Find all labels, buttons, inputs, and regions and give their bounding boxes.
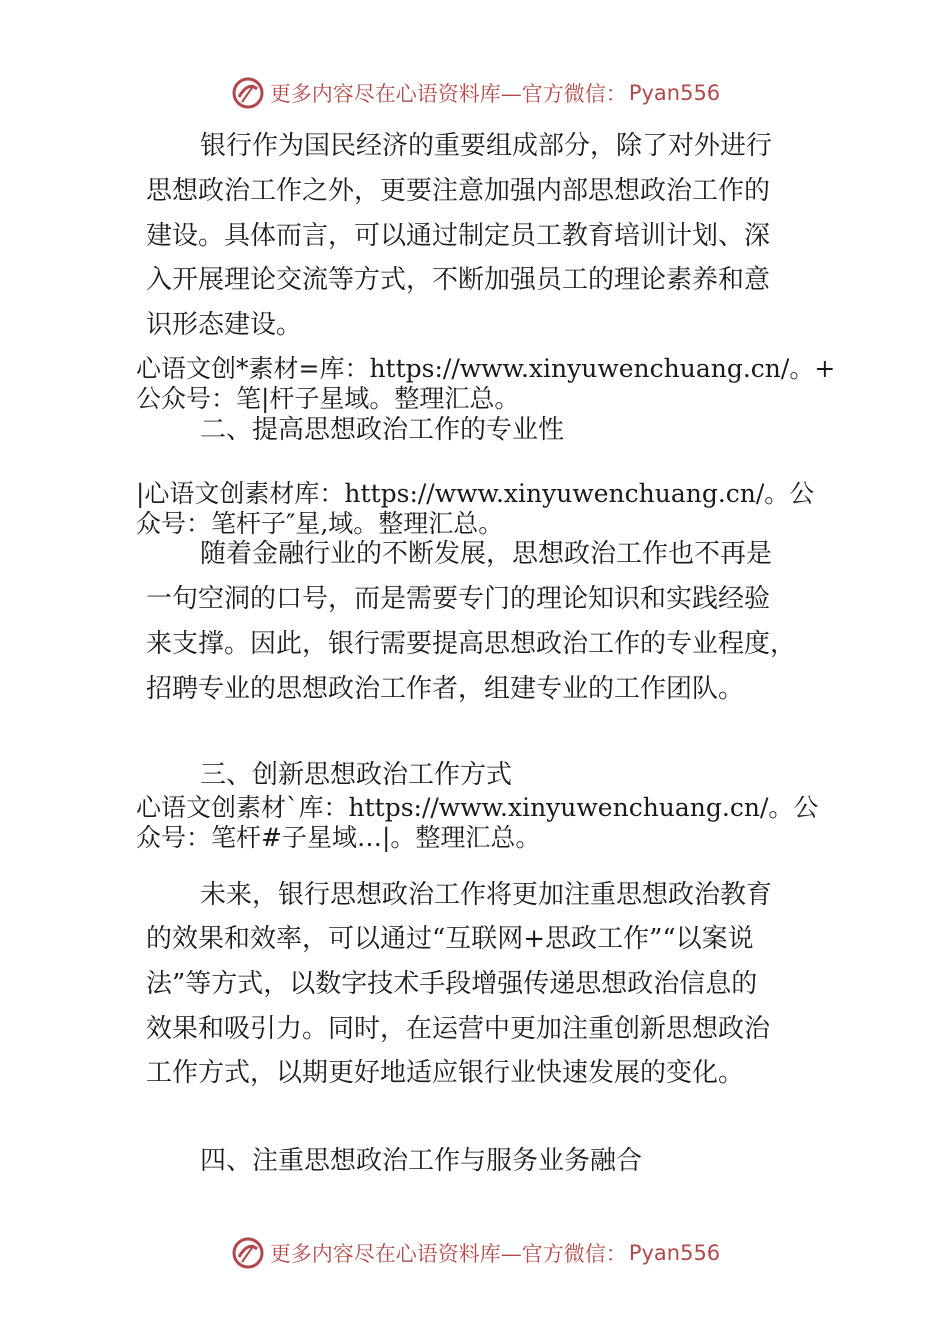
paragraph-line: 入开展理论交流等方式，不断加强员工的理论素养和意 — [146, 265, 771, 295]
paragraph-line: 建设。具体而言，可以通过制定员工教育培训计划、深 — [146, 221, 771, 251]
watermark-line: 众号：笔杆#子星域…|。整理汇总。 — [136, 823, 541, 852]
section-heading: 三、创新思想政治工作方式 — [200, 760, 513, 790]
paragraph-line: 未来，银行思想政治工作将更加注重思想政治教育 — [200, 880, 773, 910]
logo-icon — [230, 1235, 266, 1271]
banner-text: 更多内容尽在心语资料库—官方微信： — [269, 1242, 627, 1266]
banner-wechat: Pyan556 — [628, 1241, 721, 1265]
banner-wechat: Pyan556 — [628, 81, 721, 105]
watermark-line: |心语文创素材库：https://www.xinyuwenchuang.cn/。公 — [136, 479, 815, 508]
banner-text: 更多内容尽在心语资料库—官方微信： — [269, 82, 627, 106]
paragraph-line: 思想政治工作之外，更要注意加强内部思想政治工作的 — [146, 176, 771, 206]
watermark-line: 心语文创*素材=库：https://www.xinyuwenchuang.cn/。+ — [136, 354, 836, 383]
paragraph-line: 招聘专业的思想政治工作者，组建专业的工作团队。 — [146, 674, 745, 704]
watermark-line: 心语文创素材`库：https://www.xinyuwenchuang.cn/。公 — [136, 793, 819, 822]
watermark-line: 众号：笔杆子″星,域。整理汇总。 — [136, 509, 504, 538]
paragraph-line: 法”等方式，以数字技术手段增强传递思想政治信息的 — [146, 969, 758, 999]
paragraph-line: 识形态建设。 — [146, 310, 303, 340]
paragraph-line: 一句空洞的口号，而是需要专门的理论知识和实践经验 — [146, 584, 771, 614]
paragraph-line: 来支撑。因此，银行需要提高思想政治工作的专业程度， — [146, 629, 797, 659]
section-heading: 二、提高思想政治工作的专业性 — [200, 415, 565, 445]
header-banner — [0, 73, 950, 113]
logo-icon — [230, 75, 266, 111]
paragraph-line: 随着金融行业的不断发展，思想政治工作也不再是 — [200, 539, 773, 569]
paragraph-line: 的效果和效率，可以通过“互联网+思政工作”“以案说 — [146, 924, 754, 954]
paragraph-line: 工作方式，以期更好地适应银行业快速发展的变化。 — [146, 1058, 745, 1088]
paragraph-line: 银行作为国民经济的重要组成部分，除了对外进行 — [200, 131, 773, 161]
footer-banner — [0, 1233, 950, 1273]
section-heading: 四、注重思想政治工作与服务业务融合 — [200, 1146, 643, 1176]
paragraph-line: 效果和吸引力。同时，在运营中更加注重创新思想政治 — [146, 1014, 771, 1044]
watermark-line: 公众号：笔|杆子星域。整理汇总。 — [136, 384, 520, 413]
